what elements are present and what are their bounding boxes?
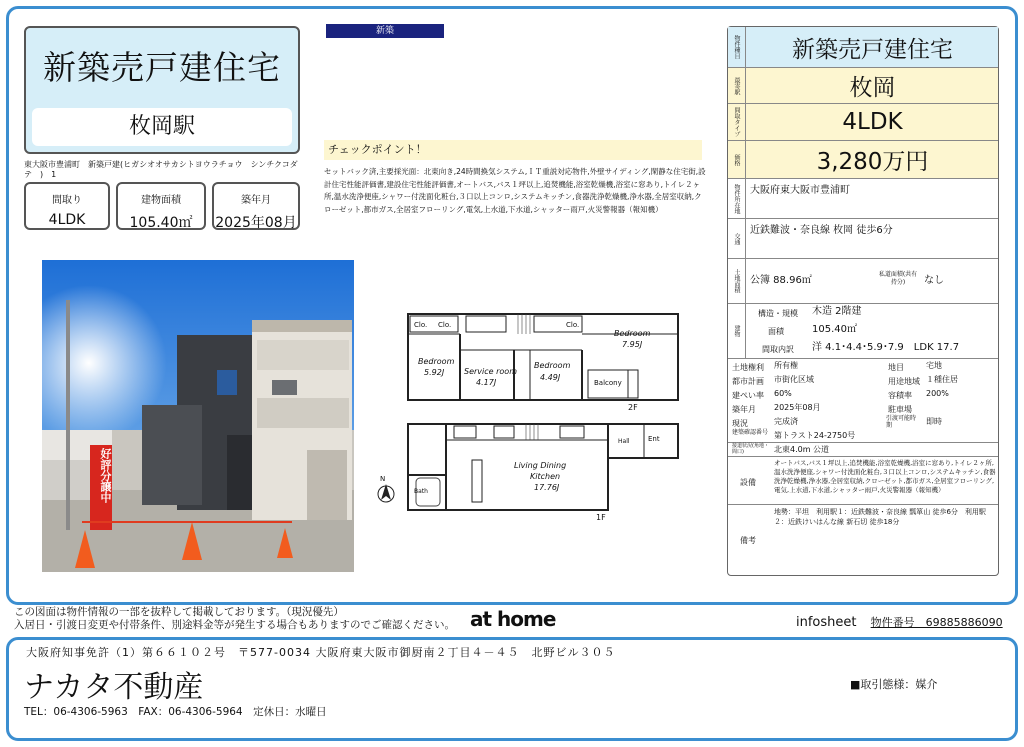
hall-label: Hall [618, 438, 630, 445]
value-rooms: 洋 4.1･4.4･5.9･7.9 LDK 17.7 [812, 342, 960, 353]
label-land: 土地面積 [728, 259, 746, 303]
checkpoint-body: セットバック済,主要採光面：北東向き,24時間換気システム,ＩＴ重説対応物件,外壁サイディング,閑静な住宅街,設計住宅性能評価書,建設住宅性能評価書,オートバス,バス１坪以上,追焚機能,浴室乾燥機,浴室に窓あり,トイレ２ヶ所,温水洗浄便座,シャワー付洗面化粧台,３口以上コンロ,システムキッチン,食器洗浄乾燥機,浄水器,全居室収納,クローゼット,都市ガス,全居室フローリング,電気,上水道,下水道,シャッター雨戸,火災警報器（報知機） [324, 167, 706, 214]
row-price [728, 141, 998, 179]
value-far: 200% [926, 389, 949, 398]
license-line: 大阪府知事免許（1）第６６１０２号 〒577-0034 大阪府東大阪市御厨南２丁目４－４５ 北野ビル３０５ [26, 646, 616, 659]
label-rights: 土地権利 [732, 363, 764, 372]
stat-value: 105.40㎡ [129, 215, 193, 231]
value-price: 3,280万円 [816, 149, 929, 175]
label-building: 建物 [728, 304, 746, 358]
deal-type: ■取引態様：媒介 [850, 678, 938, 691]
value-confirm: 第トラスト24-2750号 [774, 431, 856, 440]
notice-line-2: 入居日・引渡日変更や付帯条件、別途料金等が発生する場合もありますのでご確認ください。 [14, 619, 455, 631]
value-status: 完成済 [774, 417, 798, 426]
bath-label: Bath [414, 488, 428, 495]
value-remarks: 地勢：平坦 利用駅１：近鉄難波・奈良線 瓢箪山 徒歩6分 利用駅２：近鉄けいはんな線 新石切 徒歩18分 [774, 508, 986, 526]
floorplan [374, 300, 704, 522]
label-facility: 設備 [740, 478, 756, 487]
label-layout: 間取タイプ [728, 104, 746, 140]
value-traffic: 近鉄難波・奈良線 枚岡 徒歩6分 [750, 225, 893, 236]
notice-line-1: この図面は物件情報の一部を抜粋して掲載しております。（現況優先） [14, 606, 344, 618]
row-road [728, 443, 998, 457]
value-zone: １種住居 [926, 375, 958, 384]
row-traffic [728, 219, 998, 259]
entrance-label: Ent [648, 435, 660, 443]
label-city: 都市計画 [732, 377, 764, 386]
floor-label-1f: 1F [596, 513, 606, 522]
label-private-road: 私道面積(共有持分) [878, 271, 918, 286]
value-chimoku: 宅地 [926, 361, 942, 370]
stat-layout [24, 182, 110, 230]
row-location [728, 179, 998, 219]
notice [14, 606, 455, 632]
value-city: 市街化区域 [774, 375, 814, 384]
value-built: 2025年08月 [774, 403, 821, 412]
label-confirm: 建築確認番号 [732, 429, 769, 436]
value-road: 北東4.0m 公道 [774, 445, 830, 454]
sale-banner: 好評分譲中 [99, 448, 112, 503]
label-location: 物件所在地 [728, 179, 746, 218]
new-badge: 新築 [326, 24, 444, 38]
value-rights: 所有権 [774, 361, 798, 370]
label-area: 面積 [768, 327, 784, 336]
label-chimoku: 地目 [888, 363, 904, 372]
label-station: 最寄駅 [728, 68, 746, 103]
label-structure: 構造・規模 [758, 309, 798, 318]
stat-label: 築年月 [241, 195, 271, 206]
stat-value: 2025年08月 [215, 215, 297, 231]
ldk-label: Living Dining [514, 461, 567, 470]
service-room-label: Service room [464, 367, 517, 376]
stat-label: 間取り [52, 195, 82, 206]
value-station: 枚岡 [849, 75, 896, 101]
value-area: 105.40㎡ [812, 324, 857, 335]
row-kind [728, 27, 998, 68]
label-coverage: 建ぺい率 [732, 391, 764, 400]
row-land [728, 259, 998, 304]
north-label: N [380, 475, 386, 483]
stat-building-area [116, 182, 206, 230]
label-remarks: 備考 [740, 536, 756, 545]
value-handover: 即時 [926, 417, 942, 426]
stat-value: 4LDK [48, 212, 86, 228]
station-name: 枚岡駅 [32, 108, 292, 146]
value-location: 大阪府東大阪市豊浦町 [750, 185, 850, 196]
label-built: 築年月 [732, 405, 756, 414]
label-zone: 用途地域 [888, 377, 920, 386]
service-room-size: 4.17J [476, 378, 497, 387]
property-table [727, 26, 999, 576]
row-remarks [728, 505, 998, 577]
title-box [24, 26, 300, 154]
label-kind: 物件種目 [728, 27, 746, 67]
label-price: 価格 [728, 141, 746, 178]
contact-line: TEL：06-4306-5963 FAX：06-4306-5964 定休日：水曜日 [24, 706, 327, 718]
balcony-label: Balcony [594, 379, 622, 387]
value-coverage: 60% [774, 389, 792, 398]
clo-label: Clo. [438, 321, 452, 329]
label-parking: 駐車場 [888, 405, 912, 414]
bedroom-size: 4.49J [540, 373, 561, 382]
ldk-size: 17.76J [534, 483, 560, 492]
infosheet-label: infosheet [796, 615, 857, 630]
stat-label: 建物面積 [141, 195, 181, 206]
bedroom-label: Bedroom [614, 329, 651, 338]
house-photo [42, 260, 354, 572]
label-far: 容積率 [888, 391, 912, 400]
label-road: 接道状況(角地・間口) [732, 443, 769, 455]
value-facility: オートバス,バス１坪以上,追焚機能,浴室乾燥機,浴室に窓あり,トイレ２ヶ所,温水洗浄便座,シャワー付洗面化粧台,３口以上コンロ,システムキッチン,食器洗浄乾燥機,浄水器,全居室収納,クローゼット,都市ガス,全居室フローリング,電気,上水道,下水道,シャッター雨戸,火災警報器（報知機） [774, 459, 996, 494]
value-structure: 木造 2階建 [812, 306, 862, 317]
row-details [728, 359, 998, 443]
bedroom-size: 5.92J [424, 368, 445, 377]
bedroom-label: Bedroom [418, 357, 455, 366]
row-building [728, 304, 998, 359]
property-number: 物件番号 69885886090 [870, 616, 1003, 629]
value-kind: 新築売戸建住宅 [792, 36, 953, 63]
bedroom-label: Bedroom [534, 361, 571, 370]
ldk-label-kitchen: Kitchen [530, 472, 561, 481]
value-layout: 4LDK [842, 109, 903, 135]
value-private-road: なし [924, 275, 944, 286]
label-traffic: 交通 [728, 219, 746, 258]
address-line: 東大阪市豊浦町 新築戸建(ヒガシオオサカシトヨウラチョウ シンチクコダテ ) 1 [24, 160, 298, 179]
value-land: 公簿 88.96㎡ [750, 275, 812, 286]
property-title: 新築売戸建住宅 [43, 48, 281, 87]
label-handover: 引渡可能時期 [886, 415, 917, 429]
label-rooms: 間取内訳 [762, 345, 794, 354]
clo-label: Clo. [414, 321, 428, 329]
bedroom-size: 7.95J [622, 340, 643, 349]
stat-built [212, 182, 300, 230]
clo-label: Clo. [566, 321, 580, 329]
infosheet [796, 614, 1003, 630]
row-station [728, 68, 998, 104]
label-status: 現況 [732, 419, 748, 428]
floor-label-2f: 2F [628, 403, 638, 412]
athome-logo: at home [470, 607, 556, 631]
row-facility [728, 457, 998, 505]
company-name: ナカタ不動産 [24, 670, 204, 705]
checkpoint-heading: チェックポイント！ [324, 140, 702, 160]
row-layout [728, 104, 998, 141]
